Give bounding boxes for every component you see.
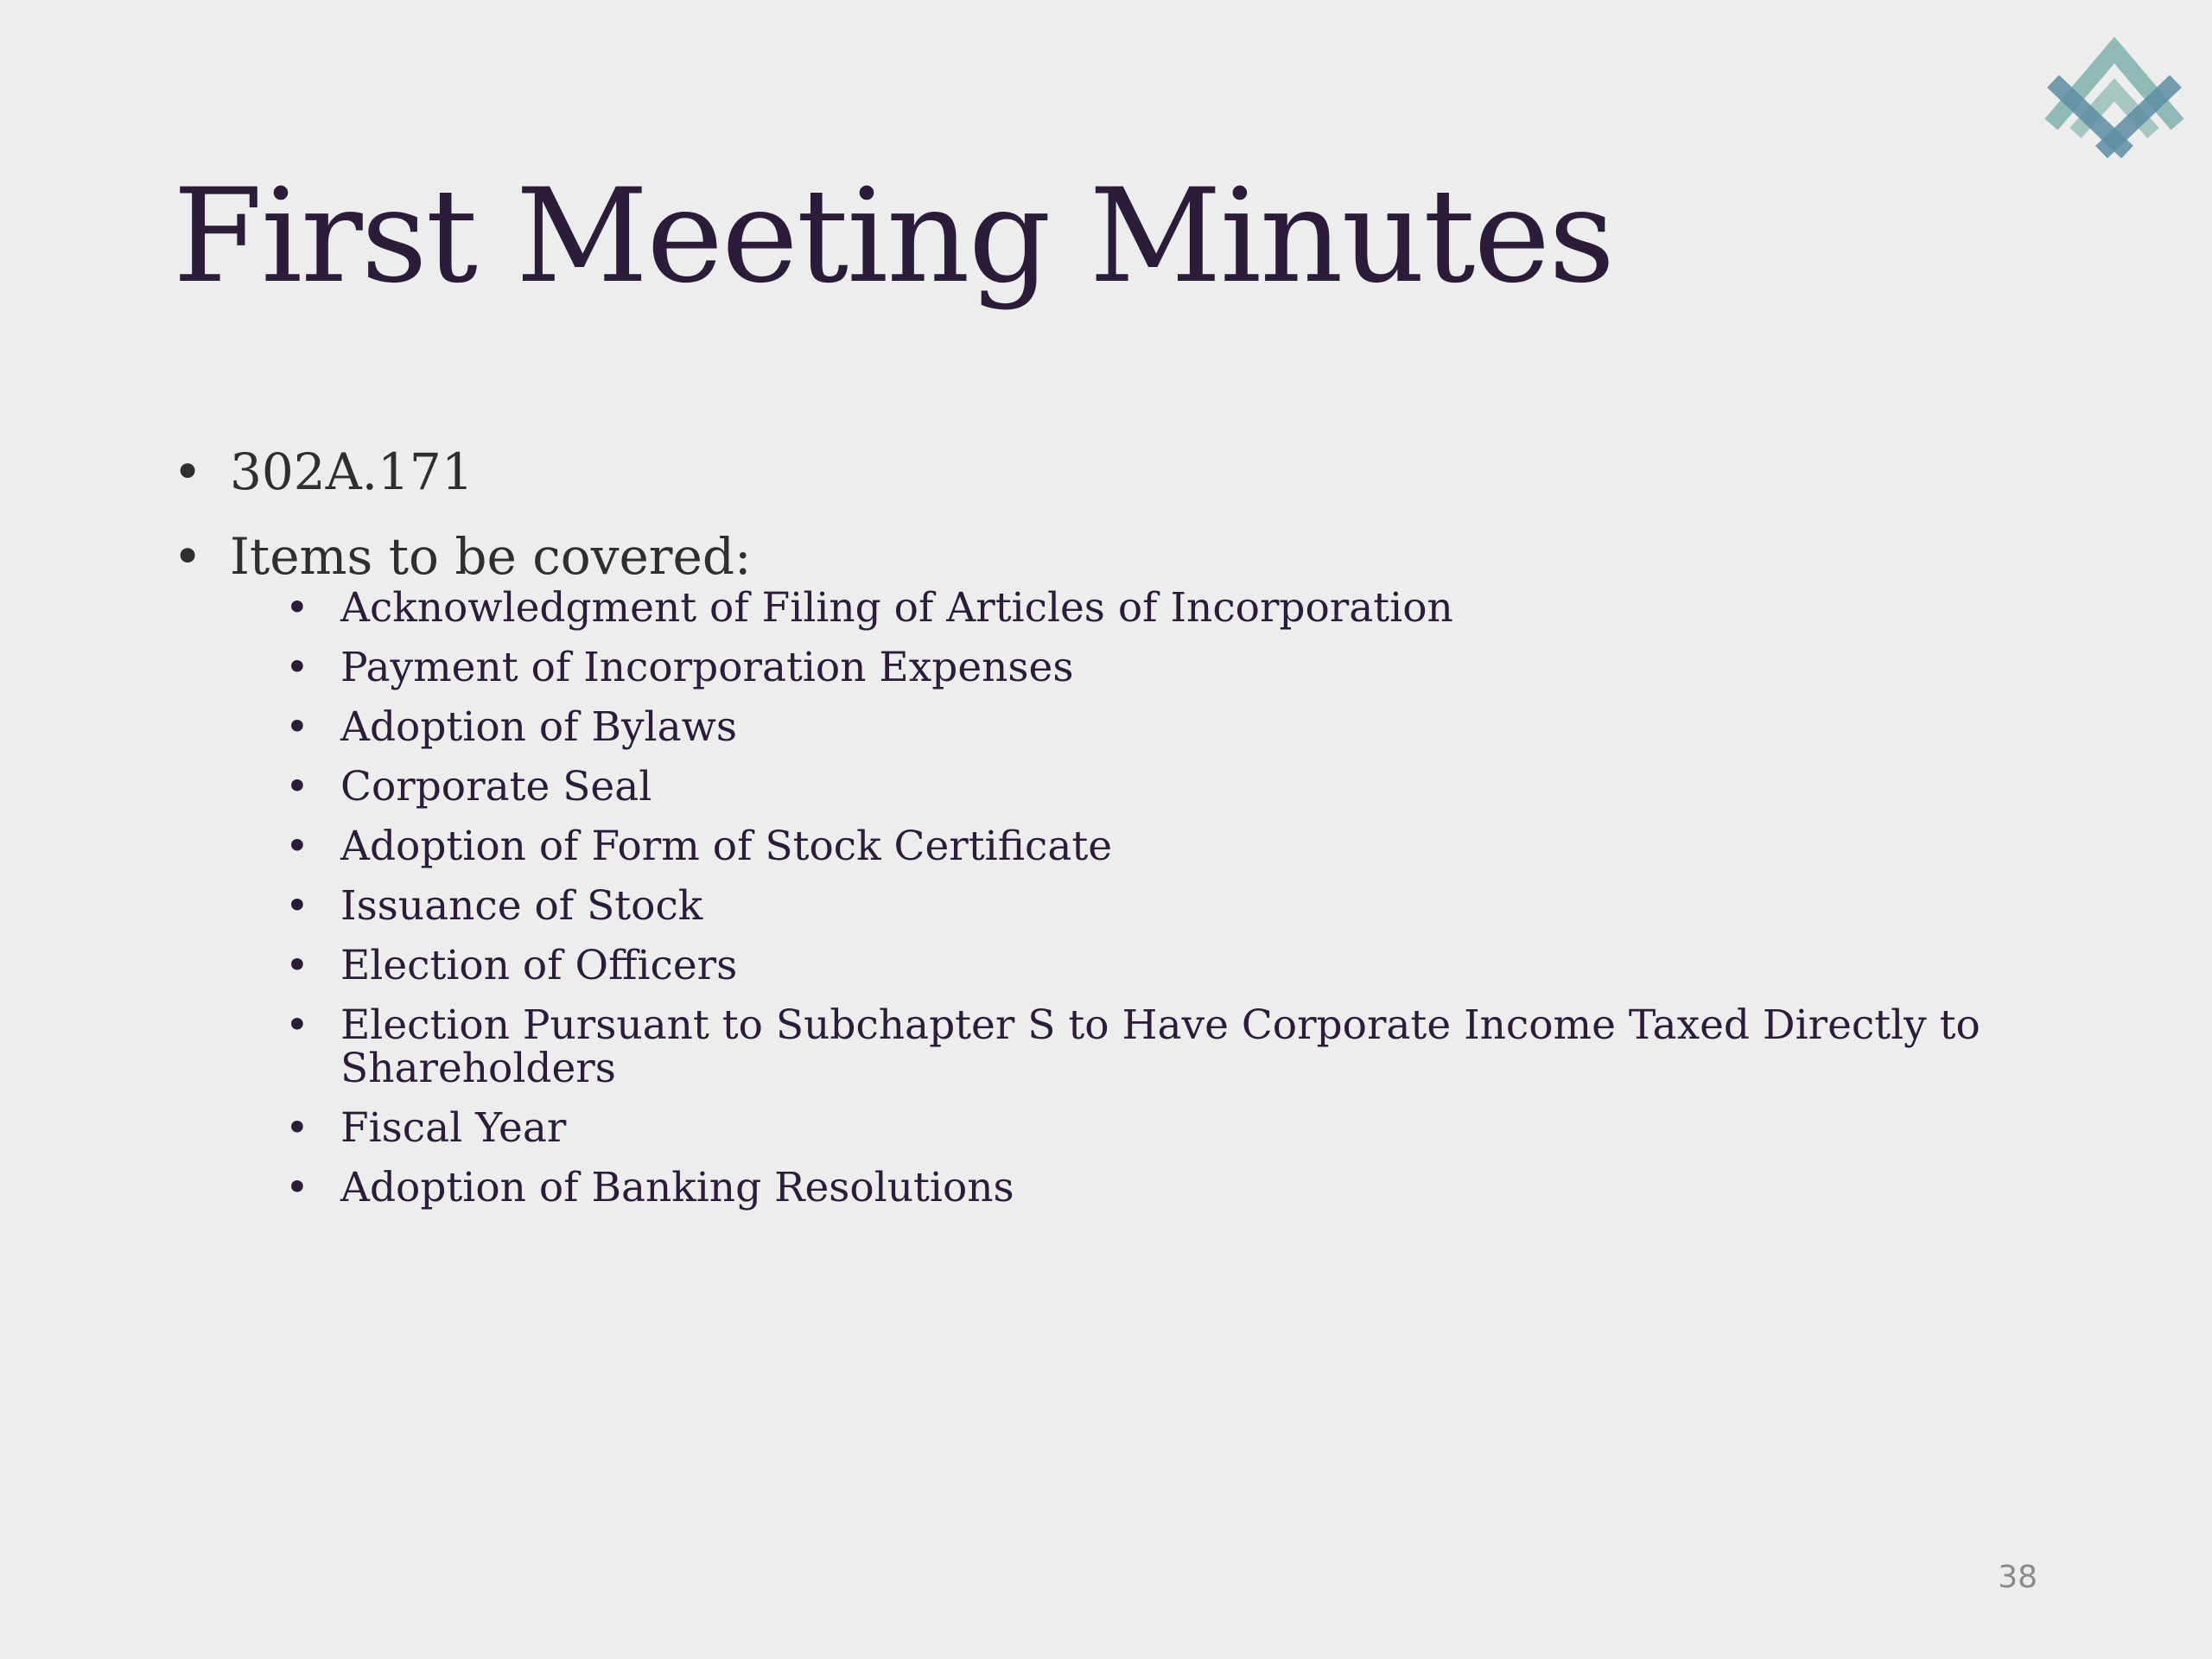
bullet-icon: • [285,942,309,989]
bullet-icon: • [285,644,309,691]
sub-list-item [283,944,2103,988]
page-number: 38 [1998,1560,2037,1595]
bullet-icon: • [285,1104,309,1152]
sub-list-item-text: Election of Officers [340,942,738,989]
sub-list-item [283,703,2103,751]
sub-list-item [283,1104,2103,1152]
bullet-icon: • [285,823,309,870]
bullet-list [173,436,2074,1210]
bullet-icon: • [285,882,309,930]
sub-list-item-text: Election Pursuant to Subchapter S to Have Corporate Income Taxed Directly to Shareholders [340,1001,1980,1092]
list-item-text: 302A.171 [230,442,474,501]
sub-list-item-text: Adoption of Banking Resolutions [340,1164,1014,1211]
bullet-icon: • [173,442,203,501]
sub-list-item-text: Adoption of Form of Stock Certificate [340,823,1113,870]
bullet-icon: • [285,584,309,632]
sub-list-item [283,825,2103,868]
bullet-icon: • [285,703,309,751]
bullet-icon: • [285,1164,309,1211]
sub-list-item [283,763,2103,810]
sub-list-item-text: Acknowledgment of Filing of Articles of Incorporation [340,584,1453,632]
sub-list-item-text: Adoption of Bylaws [340,703,737,751]
list-item [173,521,2074,592]
bullet-icon: • [173,527,203,586]
sub-list-item [283,646,2103,690]
sub-list-item [283,1166,2103,1210]
list-item [173,436,2074,507]
crossed-chevrons-logo-icon [2041,31,2188,161]
sub-list-item [283,882,2103,930]
bullet-icon: • [285,1001,309,1049]
sub-list-item-text: Issuance of Stock [340,882,703,930]
list-item-text: Items to be covered: [230,527,752,586]
sub-list-item-text: Payment of Incorporation Expenses [340,644,1074,691]
sub-list-item-text: Corporate Seal [340,763,652,810]
slide-title: First Meeting Minutes [173,162,1614,312]
sub-bullet-list [173,584,2074,1211]
sub-list-item [283,584,2103,632]
sub-list-item-text: Fiscal Year [340,1104,567,1152]
sub-list-item [283,1001,2103,1092]
bullet-icon: • [285,763,309,810]
